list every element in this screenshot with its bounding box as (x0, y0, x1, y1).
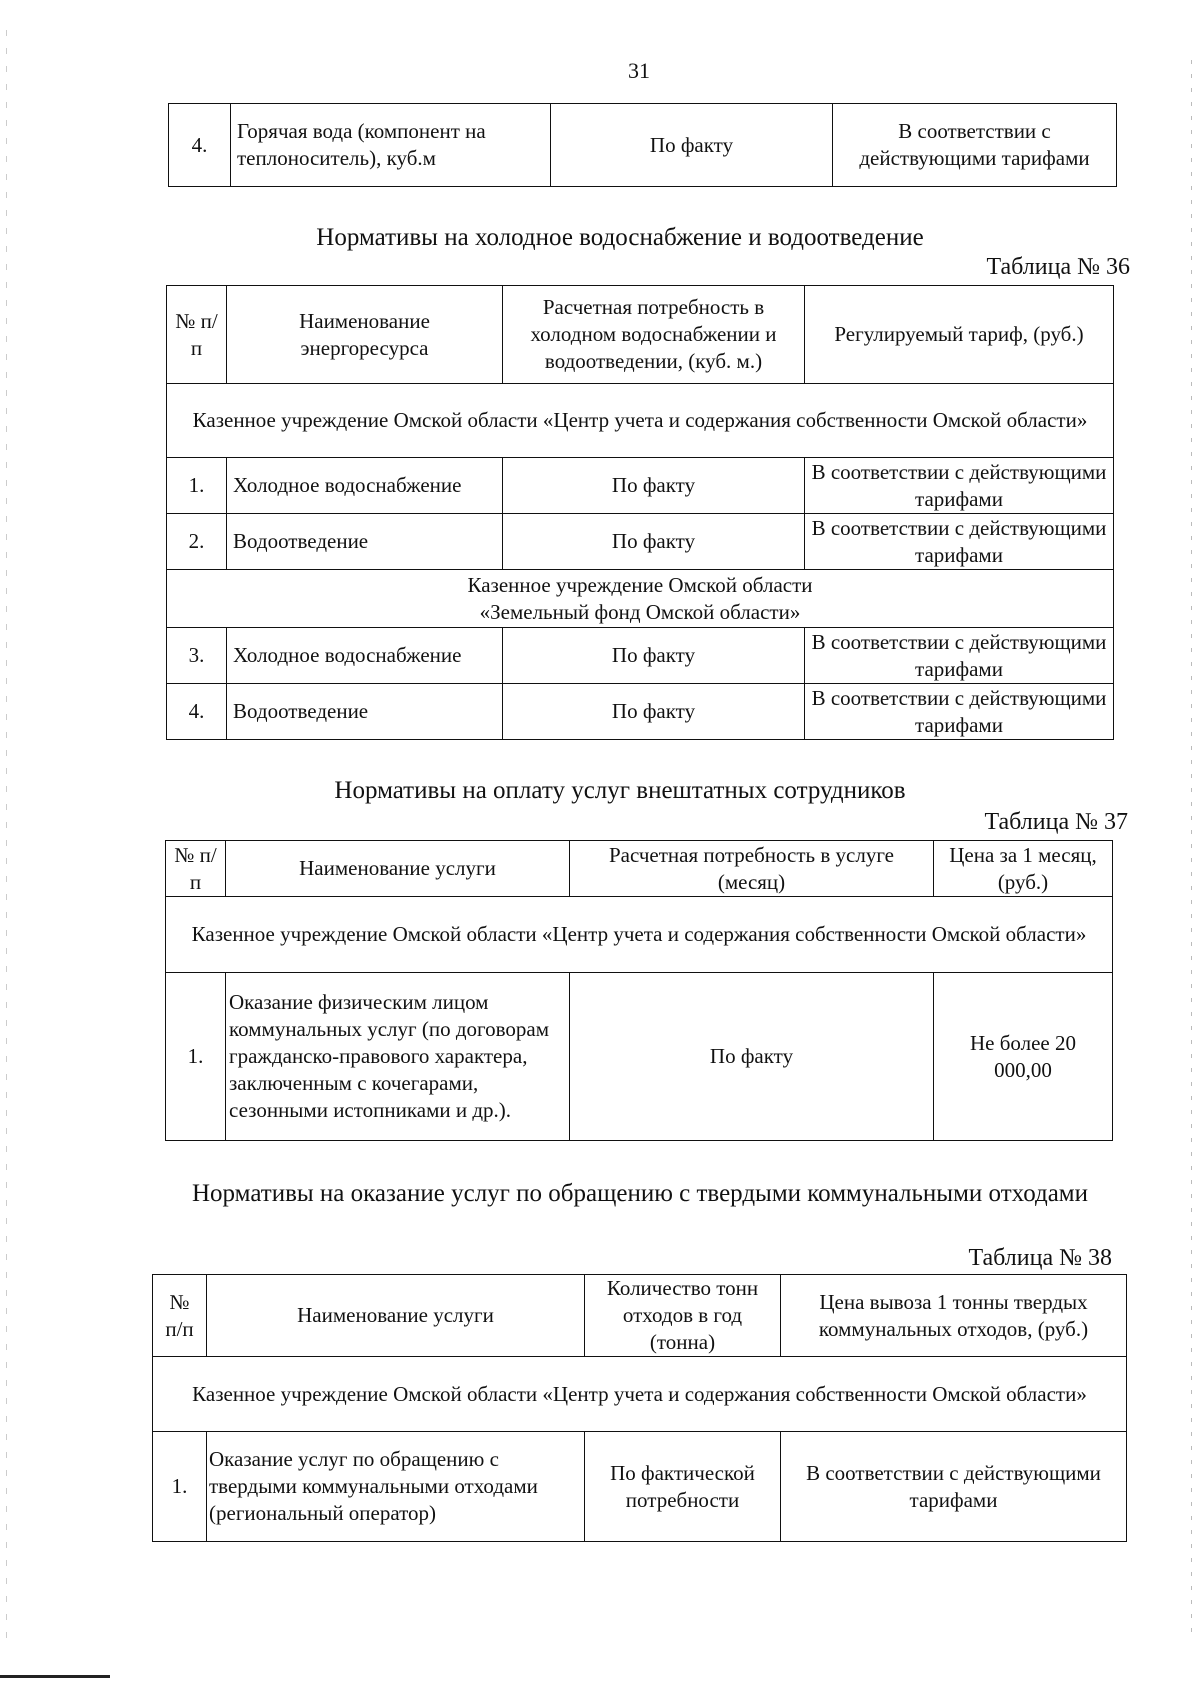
table-row (153, 1432, 1127, 1542)
page-number: 31 (628, 58, 650, 83)
row-tariff: В соответствии с действующими тарифами (805, 684, 1114, 740)
scan-edge-left (6, 30, 7, 1650)
header-name: Наименование энергоресурса (227, 286, 503, 384)
group-label: Казенное учреждение Омской области «Центр учета и содержания собственности Омской области» (167, 384, 1114, 458)
row-name: Холодное водоснабжение (227, 458, 503, 514)
table-row (167, 684, 1114, 740)
row-number: 3. (167, 628, 227, 684)
row-number: 1. (153, 1432, 207, 1542)
header-number: № п/п (166, 841, 226, 897)
table-header-row (166, 841, 1113, 897)
row-name: Холодное водоснабжение (227, 628, 503, 684)
row-number: 4. (169, 104, 231, 187)
table-header-row (167, 286, 1114, 384)
top-table (168, 103, 1117, 187)
group-label: Казенное учреждение Омской области «Центр учета и содержания собственности Омской области» (153, 1357, 1127, 1432)
row-number: 2. (167, 514, 227, 570)
row-name: Горячая вода (компонент на теплоноситель), куб.м (231, 104, 551, 187)
row-name: Водоотведение (227, 514, 503, 570)
table-37 (165, 840, 1113, 1141)
header-tariff: Регулируемый тариф, (руб.) (805, 286, 1114, 384)
table-36-label: Таблица № 36 (986, 254, 1130, 280)
header-name: Наименование услуги (226, 841, 570, 897)
row-amount: По факту (503, 628, 805, 684)
header-price: Цена за 1 месяц, (руб.) (934, 841, 1113, 897)
row-tariff: В соответствии с действующими тарифами (805, 628, 1114, 684)
header-price: Цена вывоза 1 тонны твердых коммунальных отходов, (руб.) (781, 1275, 1127, 1357)
row-tariff: В соответствии с действующими тарифами (805, 458, 1114, 514)
header-number: № п/п (167, 286, 227, 384)
row-amount: По факту (503, 684, 805, 740)
row-amount: По факту (570, 973, 934, 1141)
header-name: Наименование услуги (207, 1275, 585, 1357)
row-name: Оказание услуг по обращению с твердыми коммунальными отходами (региональный оператор) (207, 1432, 585, 1542)
group-row (153, 1357, 1127, 1432)
row-tariff: В соответствии с действующими тарифами (805, 514, 1114, 570)
section-36-title: Нормативы на холодное водоснабжение и водоотведение (316, 224, 924, 251)
scan-edge-right (1191, 60, 1192, 1640)
row-amount: По фактической потребности (585, 1432, 781, 1542)
section-38-title: Нормативы на оказание услуг по обращению с твердыми коммунальными отходами (192, 1180, 1088, 1207)
table-row (167, 458, 1114, 514)
header-amount: Расчетная потребность в холодном водоснабжении и водоотведении, (куб. м.) (503, 286, 805, 384)
row-number: 1. (166, 973, 226, 1141)
scan-bottom-mark (0, 1675, 110, 1678)
table-row (167, 628, 1114, 684)
table-row (169, 104, 1117, 187)
table-row (167, 514, 1114, 570)
header-number: № п/п (153, 1275, 207, 1357)
group-row (166, 897, 1113, 973)
section-37-title: Нормативы на оплату услуг внештатных сотрудников (334, 777, 906, 804)
table-38 (152, 1274, 1127, 1542)
header-amount: Расчетная потребность в услуге (месяц) (570, 841, 934, 897)
table-38-label: Таблица № 38 (968, 1245, 1112, 1271)
row-amount: По факту (551, 104, 833, 187)
row-number: 4. (167, 684, 227, 740)
group-label: Казенное учреждение Омской области «Земельный фонд Омской области» (167, 570, 1114, 628)
row-number: 1. (167, 458, 227, 514)
table-header-row (153, 1275, 1127, 1357)
row-price: В соответствии с действующими тарифами (781, 1432, 1127, 1542)
group-label: Казенное учреждение Омской области «Центр учета и содержания собственности Омской области» (166, 897, 1113, 973)
row-price: Не более 20 000,00 (934, 973, 1113, 1141)
row-amount: По факту (503, 514, 805, 570)
table-36 (166, 285, 1114, 740)
row-name: Оказание физическим лицом коммунальных услуг (по договорам гражданско-правового характера, заключенным с кочегарами, сезонными истопниками и др.). (226, 973, 570, 1141)
row-amount: По факту (503, 458, 805, 514)
group-row (167, 570, 1114, 628)
table-row (166, 973, 1113, 1141)
table-37-label: Таблица № 37 (984, 809, 1128, 835)
header-amount: Количество тонн отходов в год (тонна) (585, 1275, 781, 1357)
group-row (167, 384, 1114, 458)
row-tariff: В соответствии с действующими тарифами (833, 104, 1117, 187)
row-name: Водоотведение (227, 684, 503, 740)
